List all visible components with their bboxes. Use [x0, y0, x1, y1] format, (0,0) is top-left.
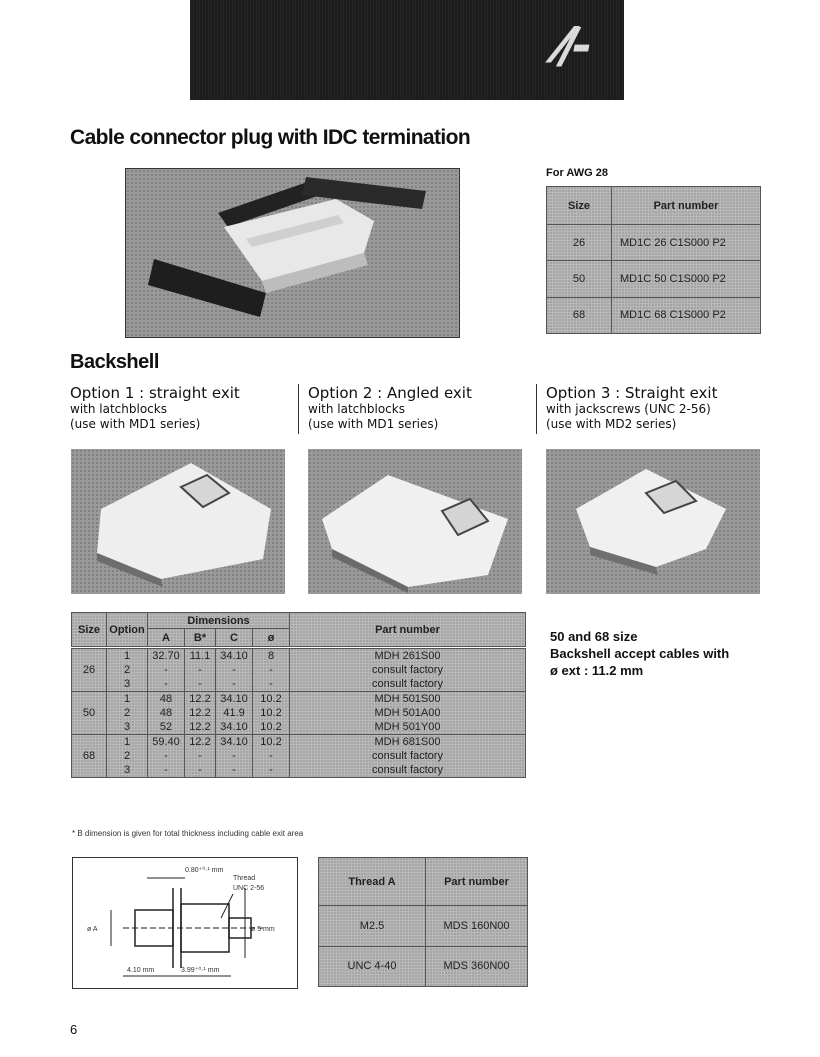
dimension-cell: 10.2	[253, 735, 290, 750]
awg-label: For AWG 28	[546, 167, 608, 179]
dimension-cell: 34.10	[216, 649, 253, 664]
dimension-cell: 12.2	[185, 706, 216, 720]
thread-label: Thread	[233, 875, 256, 882]
dimension-cell: -	[253, 663, 290, 677]
dimension-cell: 10.2	[253, 692, 290, 707]
dimension-cell: -	[185, 763, 216, 778]
option-1-line2: (use with MD1 series)	[70, 417, 201, 431]
header-dim-a: A	[148, 629, 185, 647]
connector-plug-photo	[125, 168, 460, 338]
dimension-cell: 32.70	[148, 649, 185, 664]
part-number-cell: consult factory	[290, 763, 526, 778]
dimension-cell: -	[185, 677, 216, 692]
option-1-photo	[71, 449, 285, 594]
dim-flange-label: 0.80⁺⁰·¹ mm	[185, 867, 224, 874]
option-3-line1: with jackscrews (UNC 2-56)	[546, 402, 711, 416]
option-cell: 1	[107, 692, 148, 707]
dimension-cell: 52	[148, 720, 185, 735]
connector-plug-illustration	[126, 169, 459, 337]
header-banner	[190, 0, 624, 100]
cable-note-line1: 50 and 68 size	[550, 629, 638, 644]
size-cell: 50	[72, 692, 107, 735]
cable-diameter-note	[550, 628, 729, 679]
thread-header-thread: Thread A	[319, 858, 426, 906]
dim-o5-label: ø 5 mm	[251, 926, 275, 933]
table-row	[72, 663, 526, 677]
header-dimensions: Dimensions	[148, 613, 290, 629]
dimension-cell: -	[216, 749, 253, 763]
plug-header-size: Size	[547, 187, 612, 225]
dimension-cell: -	[185, 749, 216, 763]
page-number: 6	[70, 1022, 78, 1037]
backshell-table-body	[71, 648, 526, 778]
option-3-block	[546, 384, 776, 432]
part-number-cell: MDH 501S00	[290, 692, 526, 707]
table-row	[319, 946, 528, 987]
plug-part-cell: MD1C 68 C1S000 P2	[612, 297, 761, 333]
dimension-cell: -	[253, 677, 290, 692]
dimension-cell: 8	[253, 649, 290, 664]
dimension-cell: -	[216, 677, 253, 692]
dim-oa-label: ø A	[87, 926, 98, 933]
dimension-cell: 11.1	[185, 649, 216, 664]
part-number-cell: MDH 501A00	[290, 706, 526, 720]
header-option: Option	[107, 613, 148, 647]
option-1-block	[70, 384, 290, 432]
part-number-cell: consult factory	[290, 677, 526, 692]
dim-body-label: 3.99⁺⁰·¹ mm	[181, 967, 220, 974]
plug-part-cell: MD1C 50 C1S000 P2	[612, 261, 761, 297]
dimension-cell: 12.2	[185, 720, 216, 735]
plug-header-part: Part number	[612, 187, 761, 225]
option-2-title: Option 2 : Angled exit	[308, 384, 472, 402]
brand-logo: ⁄/-	[558, 18, 586, 74]
dimension-cell: 59.40	[148, 735, 185, 750]
dimension-cell: 41.9	[216, 706, 253, 720]
table-row	[72, 720, 526, 735]
table-row	[72, 677, 526, 692]
divider	[536, 384, 537, 434]
dimension-cell: -	[148, 749, 185, 763]
jackscrew-drawing	[72, 857, 298, 989]
backshell-part-table	[71, 612, 526, 647]
unc-label: UNC 2-56	[233, 885, 265, 892]
option-1-line1: with latchblocks	[70, 402, 167, 416]
option-cell: 3	[107, 763, 148, 778]
dimension-cell: 48	[148, 706, 185, 720]
part-number-cell: MDH 501Y00	[290, 720, 526, 735]
size-cell: 68	[72, 735, 107, 778]
option-3-photo	[546, 449, 760, 594]
dimension-cell: -	[253, 763, 290, 778]
table-row	[547, 297, 761, 333]
size-cell: 26	[72, 649, 107, 692]
option-cell: 1	[107, 735, 148, 750]
table-row	[72, 649, 526, 664]
thread-header-part: Part number	[426, 858, 528, 906]
dimension-cell: 12.2	[185, 692, 216, 707]
backshell-rows	[71, 648, 526, 778]
plug-size-cell: 50	[547, 261, 612, 297]
option-cell: 3	[107, 677, 148, 692]
dimension-cell: 12.2	[185, 735, 216, 750]
part-number-cell: MDH 261S00	[290, 649, 526, 664]
header-part-number: Part number	[290, 613, 526, 647]
table-row	[72, 763, 526, 778]
part-number-cell: consult factory	[290, 749, 526, 763]
option-cell: 2	[107, 706, 148, 720]
dimension-cell: 34.10	[216, 735, 253, 750]
table-row	[72, 735, 526, 750]
dimension-cell: -	[185, 663, 216, 677]
part-number-cell: MDH 681S00	[290, 735, 526, 750]
footnote: * B dimension is given for total thickness including cable exit area	[72, 829, 304, 838]
option-2-photo	[308, 449, 522, 594]
dimension-cell: 34.10	[216, 692, 253, 707]
option-2-block	[308, 384, 528, 432]
plug-part-cell: MD1C 26 C1S000 P2	[612, 225, 761, 261]
divider	[298, 384, 299, 434]
thread-part-cell: MDS 360N00	[426, 946, 528, 987]
table-row	[319, 906, 528, 947]
thread-cell: M2.5	[319, 906, 426, 947]
option-2-line2: (use with MD1 series)	[308, 417, 439, 431]
header-size: Size	[72, 613, 107, 647]
dimension-cell: -	[148, 663, 185, 677]
plug-size-cell: 68	[547, 297, 612, 333]
dimension-cell: -	[253, 749, 290, 763]
page-title: Cable connector plug with IDC termination	[70, 126, 471, 149]
dimension-cell: 10.2	[253, 720, 290, 735]
dim-length-label: 4.10 mm	[127, 967, 155, 974]
option-cell: 1	[107, 649, 148, 664]
dimension-cell: -	[148, 763, 185, 778]
header-dim-o: ø	[253, 629, 290, 647]
thread-part-table	[318, 857, 528, 987]
option-cell: 3	[107, 720, 148, 735]
option-cell: 2	[107, 749, 148, 763]
option-2-line1: with latchblocks	[308, 402, 405, 416]
table-row	[72, 706, 526, 720]
plug-part-table	[546, 186, 761, 334]
thread-part-cell: MDS 160N00	[426, 906, 528, 947]
option-1-title: Option 1 : straight exit	[70, 384, 240, 402]
thread-cell: UNC 4-40	[319, 946, 426, 987]
header-dim-c: C	[216, 629, 253, 647]
plug-size-cell: 26	[547, 225, 612, 261]
table-row	[72, 749, 526, 763]
backshell-heading: Backshell	[70, 351, 159, 373]
dimension-cell: -	[148, 677, 185, 692]
option-cell: 2	[107, 663, 148, 677]
dimension-cell: -	[216, 663, 253, 677]
table-row	[72, 692, 526, 707]
dimension-cell: 34.10	[216, 720, 253, 735]
cable-note-line2: Backshell accept cables with	[550, 646, 730, 661]
dimension-cell: -	[216, 763, 253, 778]
option-3-title: Option 3 : Straight exit	[546, 384, 718, 402]
table-row	[547, 225, 761, 261]
dimension-cell: 10.2	[253, 706, 290, 720]
table-row	[547, 261, 761, 297]
dimension-cell: 48	[148, 692, 185, 707]
option-3-line2: (use with MD2 series)	[546, 417, 677, 431]
part-number-cell: consult factory	[290, 663, 526, 677]
cable-note-line3: ø ext : 11.2 mm	[550, 663, 644, 678]
jackscrew-dimension-diagram	[73, 858, 297, 988]
header-dim-b: B*	[185, 629, 216, 647]
